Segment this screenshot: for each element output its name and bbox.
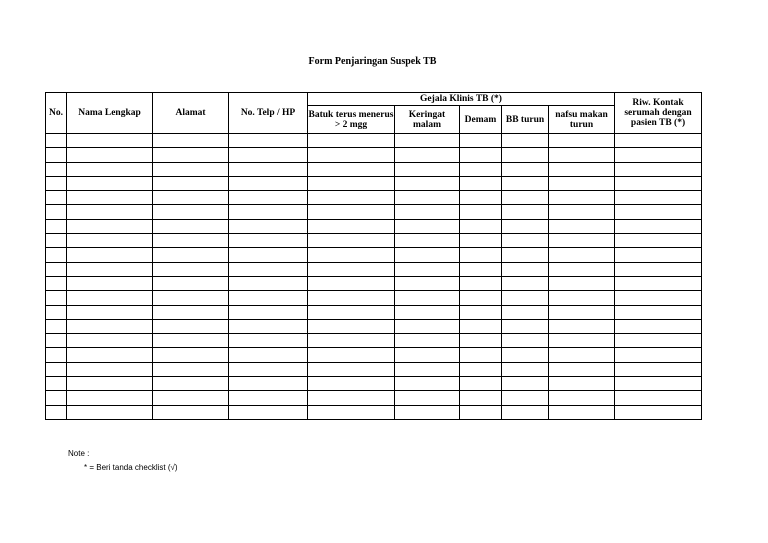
table-row bbox=[46, 162, 702, 176]
table-cell[interactable] bbox=[615, 134, 702, 148]
table-cell[interactable] bbox=[229, 362, 308, 376]
table-row bbox=[46, 405, 702, 419]
table-cell[interactable] bbox=[395, 219, 460, 233]
table-cell[interactable] bbox=[460, 405, 502, 419]
table-cell[interactable] bbox=[615, 291, 702, 305]
table-cell[interactable] bbox=[153, 334, 229, 348]
table-cell[interactable] bbox=[46, 348, 67, 362]
table-cell[interactable] bbox=[229, 348, 308, 362]
table-cell[interactable] bbox=[229, 219, 308, 233]
table-cell[interactable] bbox=[460, 319, 502, 333]
table-cell[interactable] bbox=[153, 191, 229, 205]
table-cell[interactable] bbox=[46, 148, 67, 162]
table-cell[interactable] bbox=[549, 148, 615, 162]
table-cell[interactable] bbox=[549, 162, 615, 176]
table-cell[interactable] bbox=[46, 248, 67, 262]
table-cell[interactable] bbox=[46, 377, 67, 391]
screening-table bbox=[45, 92, 702, 420]
table-cell[interactable] bbox=[615, 377, 702, 391]
table-cell[interactable] bbox=[460, 148, 502, 162]
table-cell[interactable] bbox=[153, 234, 229, 248]
table-cell[interactable] bbox=[549, 348, 615, 362]
table-cell[interactable] bbox=[67, 248, 153, 262]
table-cell[interactable] bbox=[67, 134, 153, 148]
table-cell[interactable] bbox=[395, 276, 460, 290]
table-cell[interactable] bbox=[502, 362, 549, 376]
table-cell[interactable] bbox=[308, 348, 395, 362]
table-cell[interactable] bbox=[308, 219, 395, 233]
header-gejala-klinis: Gejala Klinis TB (*) bbox=[308, 93, 615, 106]
table-row bbox=[46, 276, 702, 290]
table-cell[interactable] bbox=[46, 219, 67, 233]
table-cell[interactable] bbox=[460, 276, 502, 290]
table-cell[interactable] bbox=[308, 176, 395, 190]
header-alamat: Alamat bbox=[153, 93, 229, 134]
table-cell[interactable] bbox=[460, 191, 502, 205]
table-cell[interactable] bbox=[67, 334, 153, 348]
table-cell[interactable] bbox=[67, 162, 153, 176]
table-cell[interactable] bbox=[308, 276, 395, 290]
table-cell[interactable] bbox=[229, 205, 308, 219]
table-cell[interactable] bbox=[460, 234, 502, 248]
table-cell[interactable] bbox=[229, 305, 308, 319]
table-cell[interactable] bbox=[395, 205, 460, 219]
table-row bbox=[46, 348, 702, 362]
table-cell[interactable] bbox=[67, 362, 153, 376]
table-cell[interactable] bbox=[46, 391, 67, 405]
table-cell[interactable] bbox=[67, 219, 153, 233]
table-cell[interactable] bbox=[549, 262, 615, 276]
table-cell[interactable] bbox=[229, 176, 308, 190]
table-cell[interactable] bbox=[229, 148, 308, 162]
table-cell[interactable] bbox=[395, 348, 460, 362]
table-cell[interactable] bbox=[395, 291, 460, 305]
table-cell[interactable] bbox=[308, 291, 395, 305]
table-cell[interactable] bbox=[153, 176, 229, 190]
table-cell[interactable] bbox=[153, 219, 229, 233]
table-cell[interactable] bbox=[153, 248, 229, 262]
table-cell[interactable] bbox=[46, 291, 67, 305]
table-cell[interactable] bbox=[153, 148, 229, 162]
table-cell[interactable] bbox=[460, 205, 502, 219]
table-cell[interactable] bbox=[153, 205, 229, 219]
form-title: Form Penjaringan Suspek TB bbox=[308, 56, 437, 67]
table-cell[interactable] bbox=[615, 319, 702, 333]
table-cell[interactable] bbox=[308, 234, 395, 248]
table-cell[interactable] bbox=[549, 176, 615, 190]
table-cell[interactable] bbox=[153, 291, 229, 305]
table-cell[interactable] bbox=[229, 319, 308, 333]
table-cell[interactable] bbox=[502, 276, 549, 290]
table-cell[interactable] bbox=[46, 262, 67, 276]
table-cell[interactable] bbox=[549, 134, 615, 148]
table-cell[interactable] bbox=[229, 377, 308, 391]
table-cell[interactable] bbox=[395, 262, 460, 276]
table-cell[interactable] bbox=[549, 319, 615, 333]
table-cell[interactable] bbox=[460, 176, 502, 190]
table-cell[interactable] bbox=[46, 176, 67, 190]
table-cell[interactable] bbox=[153, 405, 229, 419]
table-cell[interactable] bbox=[308, 162, 395, 176]
table-cell[interactable] bbox=[229, 191, 308, 205]
table-cell[interactable] bbox=[502, 248, 549, 262]
table-cell[interactable] bbox=[229, 262, 308, 276]
table-cell[interactable] bbox=[615, 391, 702, 405]
table-cell[interactable] bbox=[460, 377, 502, 391]
table-cell[interactable] bbox=[460, 334, 502, 348]
table-cell[interactable] bbox=[67, 291, 153, 305]
table-cell[interactable] bbox=[229, 134, 308, 148]
table-cell[interactable] bbox=[67, 205, 153, 219]
table-cell[interactable] bbox=[153, 305, 229, 319]
table-cell[interactable] bbox=[308, 134, 395, 148]
table-row bbox=[46, 305, 702, 319]
table-cell[interactable] bbox=[615, 176, 702, 190]
table-cell[interactable] bbox=[460, 348, 502, 362]
table-cell[interactable] bbox=[549, 291, 615, 305]
table-cell[interactable] bbox=[460, 162, 502, 176]
table-cell[interactable] bbox=[502, 205, 549, 219]
table-cell[interactable] bbox=[549, 248, 615, 262]
table-cell[interactable] bbox=[46, 276, 67, 290]
table-cell[interactable] bbox=[67, 191, 153, 205]
table-cell[interactable] bbox=[615, 248, 702, 262]
table-cell[interactable] bbox=[46, 191, 67, 205]
table-row bbox=[46, 377, 702, 391]
header-riwayat-kontak: Riw. Kontak serumah dengan pasien TB (*) bbox=[615, 93, 702, 134]
table-cell[interactable] bbox=[308, 334, 395, 348]
table-row bbox=[46, 191, 702, 205]
table-cell[interactable] bbox=[615, 276, 702, 290]
table-cell[interactable] bbox=[502, 348, 549, 362]
table-row bbox=[46, 134, 702, 148]
table-cell[interactable] bbox=[395, 148, 460, 162]
table-cell[interactable] bbox=[615, 348, 702, 362]
table-cell[interactable] bbox=[502, 305, 549, 319]
table-cell[interactable] bbox=[46, 162, 67, 176]
table-cell[interactable] bbox=[229, 334, 308, 348]
header-nafsu-makan: nafsu makan turun bbox=[549, 106, 615, 134]
header-batuk: Batuk terus menerus > 2 mgg bbox=[308, 106, 395, 134]
table-cell[interactable] bbox=[46, 134, 67, 148]
table-cell[interactable] bbox=[502, 176, 549, 190]
table-cell[interactable] bbox=[549, 191, 615, 205]
table-cell[interactable] bbox=[153, 276, 229, 290]
table-cell[interactable] bbox=[395, 305, 460, 319]
table-cell[interactable] bbox=[46, 334, 67, 348]
table-cell[interactable] bbox=[46, 319, 67, 333]
table-cell[interactable] bbox=[549, 305, 615, 319]
table-row bbox=[46, 248, 702, 262]
table-cell[interactable] bbox=[229, 234, 308, 248]
table-cell[interactable] bbox=[615, 334, 702, 348]
table-cell[interactable] bbox=[308, 362, 395, 376]
table-cell[interactable] bbox=[229, 276, 308, 290]
table-cell[interactable] bbox=[395, 319, 460, 333]
table-cell[interactable] bbox=[229, 162, 308, 176]
table-cell[interactable] bbox=[67, 276, 153, 290]
header-demam: Demam bbox=[460, 106, 502, 134]
table-cell[interactable] bbox=[308, 262, 395, 276]
table-row bbox=[46, 362, 702, 376]
table-row bbox=[46, 334, 702, 348]
table-cell[interactable] bbox=[615, 219, 702, 233]
table-row bbox=[46, 319, 702, 333]
table-cell[interactable] bbox=[460, 362, 502, 376]
table-cell[interactable] bbox=[229, 291, 308, 305]
table-cell[interactable] bbox=[153, 262, 229, 276]
table-row bbox=[46, 176, 702, 190]
table-cell[interactable] bbox=[502, 405, 549, 419]
table-cell[interactable] bbox=[67, 305, 153, 319]
table-cell[interactable] bbox=[502, 334, 549, 348]
table-cell[interactable] bbox=[308, 148, 395, 162]
table-cell[interactable] bbox=[549, 377, 615, 391]
table-cell[interactable] bbox=[67, 391, 153, 405]
table-cell[interactable] bbox=[460, 391, 502, 405]
table-cell[interactable] bbox=[502, 234, 549, 248]
table-cell[interactable] bbox=[46, 205, 67, 219]
table-cell[interactable] bbox=[46, 362, 67, 376]
table-cell[interactable] bbox=[460, 134, 502, 148]
table-cell[interactable] bbox=[67, 348, 153, 362]
note-label: Note : bbox=[68, 449, 90, 458]
table-cell[interactable] bbox=[229, 391, 308, 405]
table-cell[interactable] bbox=[153, 162, 229, 176]
table-cell[interactable] bbox=[460, 219, 502, 233]
table-cell[interactable] bbox=[549, 234, 615, 248]
table-cell[interactable] bbox=[502, 262, 549, 276]
table-cell[interactable] bbox=[153, 319, 229, 333]
table-cell[interactable] bbox=[46, 305, 67, 319]
table-cell[interactable] bbox=[395, 191, 460, 205]
table-cell[interactable] bbox=[502, 191, 549, 205]
table-cell[interactable] bbox=[67, 176, 153, 190]
table-cell[interactable] bbox=[308, 205, 395, 219]
table-cell[interactable] bbox=[502, 391, 549, 405]
table-cell[interactable] bbox=[395, 176, 460, 190]
table-row bbox=[46, 205, 702, 219]
table-cell[interactable] bbox=[67, 234, 153, 248]
table-cell[interactable] bbox=[549, 362, 615, 376]
table-cell[interactable] bbox=[615, 305, 702, 319]
table-cell[interactable] bbox=[229, 405, 308, 419]
table-cell[interactable] bbox=[395, 248, 460, 262]
table-cell[interactable] bbox=[549, 276, 615, 290]
table-cell[interactable] bbox=[395, 334, 460, 348]
header-no: No. bbox=[46, 93, 67, 134]
note-checklist: * = Beri tanda checklist (√) bbox=[84, 463, 178, 472]
table-cell[interactable] bbox=[46, 405, 67, 419]
table-row bbox=[46, 262, 702, 276]
header-telp: No. Telp / HP bbox=[229, 93, 308, 134]
table-cell[interactable] bbox=[460, 291, 502, 305]
table-cell[interactable] bbox=[615, 191, 702, 205]
table-cell[interactable] bbox=[549, 219, 615, 233]
table-cell[interactable] bbox=[46, 234, 67, 248]
table-cell[interactable] bbox=[395, 162, 460, 176]
table-cell[interactable] bbox=[153, 377, 229, 391]
table-cell[interactable] bbox=[460, 305, 502, 319]
table-cell[interactable] bbox=[308, 248, 395, 262]
table-cell[interactable] bbox=[502, 377, 549, 391]
table-cell[interactable] bbox=[460, 262, 502, 276]
table-cell[interactable] bbox=[153, 362, 229, 376]
table-row bbox=[46, 391, 702, 405]
table-cell[interactable] bbox=[549, 391, 615, 405]
table-cell[interactable] bbox=[153, 348, 229, 362]
table-cell[interactable] bbox=[67, 319, 153, 333]
table-cell[interactable] bbox=[67, 377, 153, 391]
table-cell[interactable] bbox=[153, 391, 229, 405]
table-row bbox=[46, 291, 702, 305]
table-cell[interactable] bbox=[67, 262, 153, 276]
table-cell[interactable] bbox=[615, 162, 702, 176]
header-bb-turun: BB turun bbox=[502, 106, 549, 134]
table-row bbox=[46, 234, 702, 248]
table-cell[interactable] bbox=[67, 148, 153, 162]
table-cell[interactable] bbox=[502, 148, 549, 162]
table-cell[interactable] bbox=[615, 234, 702, 248]
table-cell[interactable] bbox=[395, 391, 460, 405]
table-cell[interactable] bbox=[153, 134, 229, 148]
table-cell[interactable] bbox=[549, 405, 615, 419]
table-cell[interactable] bbox=[395, 405, 460, 419]
table-cell[interactable] bbox=[502, 319, 549, 333]
table-cell[interactable] bbox=[308, 377, 395, 391]
table-cell[interactable] bbox=[502, 291, 549, 305]
table-cell[interactable] bbox=[549, 205, 615, 219]
table-cell[interactable] bbox=[502, 134, 549, 148]
table-cell[interactable] bbox=[395, 234, 460, 248]
table-cell[interactable] bbox=[615, 262, 702, 276]
table-cell[interactable] bbox=[615, 148, 702, 162]
table-row bbox=[46, 148, 702, 162]
table-cell[interactable] bbox=[308, 305, 395, 319]
table-cell[interactable] bbox=[67, 405, 153, 419]
table-cell[interactable] bbox=[502, 162, 549, 176]
table-cell[interactable] bbox=[615, 205, 702, 219]
header-keringat: Keringat malam bbox=[395, 106, 460, 134]
table-cell[interactable] bbox=[502, 219, 549, 233]
table-cell[interactable] bbox=[615, 405, 702, 419]
table-cell[interactable] bbox=[460, 248, 502, 262]
table-cell[interactable] bbox=[308, 405, 395, 419]
table-cell[interactable] bbox=[308, 191, 395, 205]
table-cell[interactable] bbox=[395, 377, 460, 391]
table-cell[interactable] bbox=[395, 134, 460, 148]
header-nama-lengkap: Nama Lengkap bbox=[67, 93, 153, 134]
table-row bbox=[46, 219, 702, 233]
table-cell[interactable] bbox=[549, 334, 615, 348]
table-cell[interactable] bbox=[308, 391, 395, 405]
table-cell[interactable] bbox=[395, 362, 460, 376]
table-cell[interactable] bbox=[229, 248, 308, 262]
table-cell[interactable] bbox=[308, 319, 395, 333]
table-cell[interactable] bbox=[615, 362, 702, 376]
